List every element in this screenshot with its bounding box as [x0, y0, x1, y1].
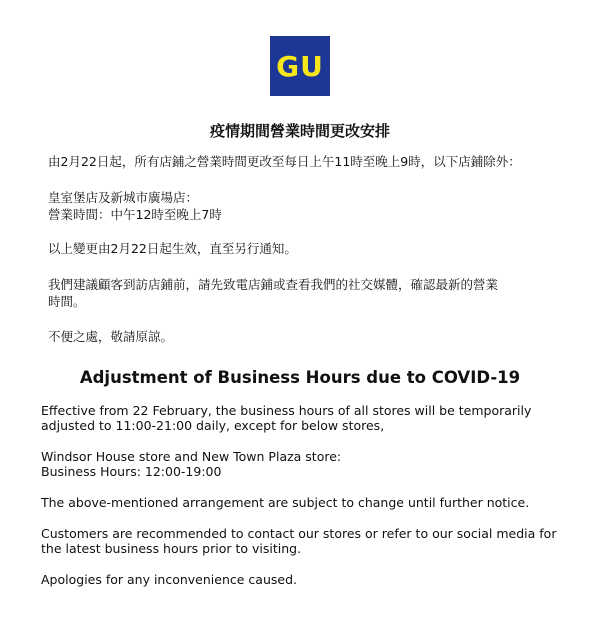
chinese-paragraph-4 — [48, 276, 558, 310]
english-p1-line2: adjusted to 11:00-21:00 daily, except for below stores, — [41, 418, 385, 433]
english-paragraph-5 — [41, 572, 566, 587]
english-p4-line2: the latest business hours prior to visiting. — [41, 541, 302, 556]
english-p4-line1: Customers are recommended to contact our stores or refer to our social media for — [41, 526, 557, 541]
english-paragraph-1 — [41, 403, 566, 433]
chinese-paragraph-5 — [48, 328, 558, 345]
english-p2-line2: Business Hours: 12:00-19:00 — [41, 464, 222, 479]
chinese-p4-line2: 時間。 — [48, 294, 86, 309]
chinese-paragraph-3 — [48, 240, 558, 257]
english-p1-line1: Effective from 22 February, the business hours of all stores will be temporarily — [41, 403, 532, 418]
chinese-p5-text: 不便之處，敬請原諒。 — [48, 329, 174, 344]
english-paragraph-4 — [41, 526, 566, 556]
chinese-p2-line2: 營業時間：中午12時至晚上7時 — [48, 207, 222, 222]
chinese-title: 疫情期間營業時間更改安排 — [209, 122, 390, 140]
chinese-p2-line1: 皇室堡店及新城市廣場店： — [48, 190, 199, 205]
chinese-p4-line1: 我們建議顧客到訪店鋪前，請先致電店鋪或查看我們的社交媒體，確認最新的營業 — [48, 277, 499, 292]
chinese-paragraph-2 — [48, 189, 558, 223]
english-p3-text: The above-mentioned arrangement are subject to change until further notice. — [41, 495, 530, 510]
english-p2-line1: Windsor House store and New Town Plaza store: — [41, 449, 342, 464]
english-title: Adjustment of Business Hours due to COVID-19 — [79, 368, 521, 387]
chinese-p1-text: 由2月22日起，所有店鋪之營業時間更改至每日上午11時至晚上9時，以下店鋪除外： — [48, 154, 521, 169]
logo-text: GU — [276, 50, 324, 83]
english-p5-text: Apologies for any inconvenience caused. — [41, 572, 297, 587]
english-paragraph-3 — [41, 495, 566, 510]
chinese-paragraph-1 — [48, 153, 558, 170]
chinese-p3-text: 以上變更由2月22日起生效，直至另行通知。 — [48, 241, 297, 256]
gu-logo — [270, 36, 330, 96]
english-paragraph-2 — [41, 449, 566, 479]
